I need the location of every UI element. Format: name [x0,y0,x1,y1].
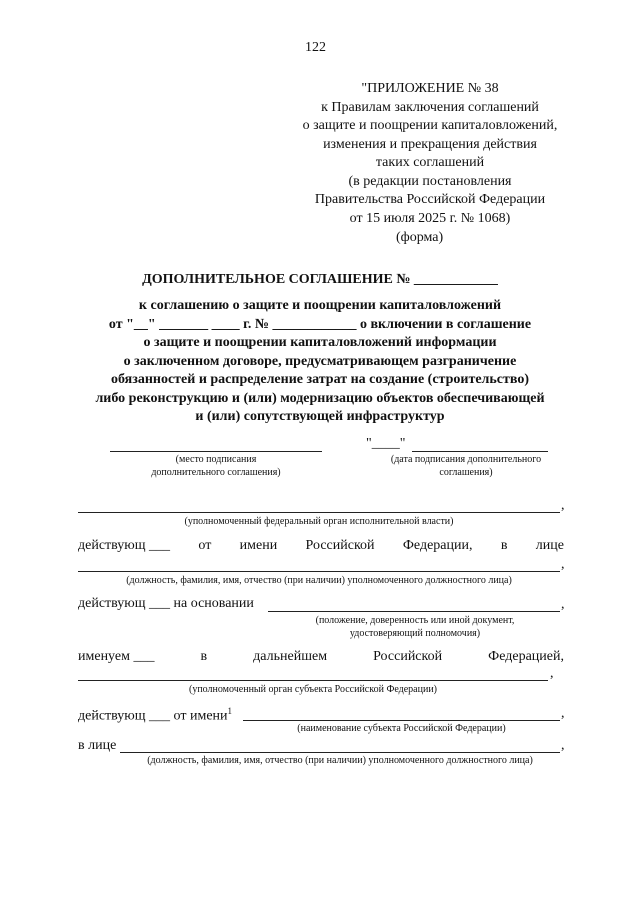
fed-body-caption: (уполномоченный федеральный орган исполнительной власти) [184,516,454,527]
appendix-line: о защите и поощрении капиталовложений, [302,118,558,133]
in-person-line[interactable] [120,752,560,753]
title-line: от "__" _______ ____ г. № ____________ о включении в соглашение [108,316,532,332]
signing-date-marks[interactable]: "____" [366,436,406,451]
comma: , [561,557,565,572]
basis-caption: (положение, доверенность или иной документ, удостоверяющий полномочия) [315,615,515,639]
region-body-line[interactable] [78,680,548,681]
appendix-header [270,80,590,228]
appendix-line: (в редакции постановления [348,173,512,189]
comma: , [561,738,565,753]
official-caption-2: (должность, фамилия, имя, отчество (при наличии) уполномоченного должностного лица) [147,755,533,766]
basis-line[interactable] [268,611,560,612]
signing-date-line[interactable] [412,451,548,452]
title-description [60,297,580,427]
signing-place-caption: (место подписания дополнительного соглашения) [151,454,281,478]
named-row: именуем ___ в дальнейшем Российской Федерацией, [78,649,564,664]
appendix-line: к Правилам заключения соглашений [321,99,539,115]
comma: , [561,498,565,513]
appendix-line: Правительства Российской Федерации [314,192,546,207]
signing-date-caption: (дата подписания дополнительного соглашения) [390,454,542,478]
appendix-line: таких соглашений [375,155,485,170]
footnote-mark: 1 [227,706,233,716]
page-number: 122 [305,40,326,55]
title-line: либо реконструкцию и (или) модернизацию объектов обеспечивающей [95,390,545,406]
official-caption: (должность, фамилия, имя, отчество (при наличии) уполномоченного должностного лица) [126,575,512,586]
title-line: к соглашению о защите и поощрении капиталовложений [138,298,502,313]
region-caption: (наименование субъекта Российской Федерации) [297,723,506,734]
appendix-line: от 15 июля 2025 г. № 1068) [349,210,511,226]
region-body-caption: (уполномоченный орган субъекта Российской Федерации) [188,684,438,695]
comma: , [561,706,565,721]
signing-place-line[interactable] [110,451,322,452]
form-label: (форма) [396,230,444,245]
title-line: обязанностей и распределение затрат на создание (строительство) [110,372,530,387]
acting-behalf-label: действующ ___ от имени$^1$ [78,706,233,724]
official-line[interactable] [78,571,560,572]
in-person-label: в лице [78,738,117,753]
fed-body-line[interactable] [78,512,560,513]
region-line[interactable] [243,720,560,721]
comma: , [561,597,565,612]
appendix-line: "ПРИЛОЖЕНИЕ № 38 [361,81,499,96]
document-title: ДОПОЛНИТЕЛЬНОЕ СОГЛАШЕНИЕ № ____________ [142,272,498,287]
comma: , [550,666,554,681]
acting-row: действующ ___ от имени Российской Федерации, в лице [78,538,564,553]
title-line: о заключенном договоре, предусматривающем разграничение [123,353,517,369]
title-line: и (или) сопутствующей инфраструктур [195,409,445,424]
title-line: о защите и поощрении капиталовложений информации [143,335,497,350]
appendix-line: изменения и прекращения действия [323,136,537,152]
acting-basis-label: действующ ___ на основании [78,596,254,611]
